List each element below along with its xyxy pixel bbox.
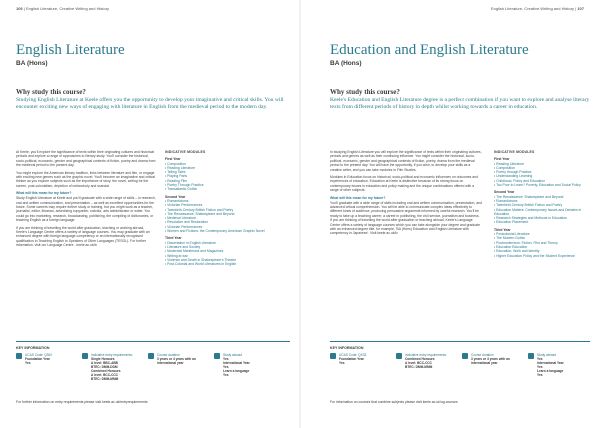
module-item: • Education Education [494, 244, 528, 249]
modules-column [165, 150, 285, 266]
key-info-item [462, 353, 516, 365]
module-item: • Twentieth-Century British Fiction and Poetry [165, 207, 234, 212]
module-item: • Education Matters: Contemporary Issues and Debates in Education [494, 207, 582, 216]
key-info-item [82, 353, 136, 381]
key-info-value: International Year [537, 361, 564, 365]
section-name: English Literature, Creative Writing and History [25, 6, 110, 11]
info-icon [214, 353, 220, 359]
module-item: • Understanding Learning [494, 174, 533, 179]
key-info-value: BTEC: DMM-MMM [405, 365, 433, 369]
key-info-value: A level: BBC-ABB [91, 361, 118, 365]
body-paragraph: You might explore the American literary tradition, links between literature and film, or engage with exciting new genres such as the graphic novel. You'll become an imaginative and critical thinker as you explore subjects such as the importance of story, the novel, writing for the screen, post-colonialism, depiction of melancholy and scandal. [16, 170, 155, 188]
year-label: First Year [165, 157, 181, 162]
course-title: English Literature [16, 42, 125, 58]
key-info-value: Foundation Year [25, 357, 50, 361]
key-info-value: Yes [223, 373, 229, 377]
module-item: • Transatlantic Gothic [165, 187, 198, 192]
modules-heading: INDICATIVE MODULES [165, 150, 206, 154]
key-info-value: Yes [537, 357, 543, 361]
module-list [494, 195, 594, 225]
key-info-label: UCAS Code: QX33 [339, 353, 367, 357]
right-page [300, 0, 600, 428]
module-item: • Victorian Performances [165, 203, 203, 208]
key-info-grid [16, 353, 290, 399]
main-text-column [330, 150, 482, 239]
key-info-label: Study abroad [537, 353, 556, 357]
module-item: • Post-Colonial and World Literatures in English [165, 262, 237, 267]
info-icon [148, 353, 154, 359]
page-number: 107 [577, 6, 584, 11]
module-item: • Higher Education Policy and the Student Experience [494, 253, 575, 258]
module-item: • Dissertation in English Literature [165, 240, 216, 245]
body-paragraph: In studying English Literature you will explore the significance of texts within their originating cultures, periods and genres as well as their continuing influence. You might consider the historical, socio-political, economic, gender and geographical contexts of fiction, poetry, drama from the medieval period to the present day. You will have the opportunity, if you wish, to develop your skills as a creative writer, and you can take modules in Film Studies. [330, 150, 482, 172]
why-study-intro: Keele's Education and English Literature degree is a perfect combination if you want to explore and analyse literary texts from different periods of history in depth whilst working towards a career in education. [330, 97, 590, 110]
info-icon [330, 353, 336, 359]
module-list [165, 199, 285, 233]
key-info-value: Learn a language [223, 369, 250, 373]
footer-note: For information on courses that combine subjects please visit keele.ac.uk/ug-courses [330, 400, 458, 404]
module-list [494, 232, 594, 258]
module-item: • Modernist Manifestos and Magazines [165, 249, 224, 254]
module-item: • Women and Fictions: the Contemporary American Graphic Novel [165, 229, 265, 234]
future-heading: What will this mean for my future? [330, 195, 386, 200]
module-item: • Research Strategies and Methods in Education [494, 216, 567, 221]
key-info-value: BTEC: DMM-DDM [91, 365, 118, 369]
header-separator: | [575, 6, 578, 11]
key-info-label: Indicative entry requirements: [91, 353, 133, 357]
info-icon [528, 353, 534, 359]
key-info-item [16, 353, 70, 365]
key-info-value: Combined Honours [405, 357, 435, 361]
page-number: 106 [16, 6, 23, 11]
module-item: • Education Placement [494, 220, 529, 225]
running-header [16, 6, 109, 11]
body-paragraph: If you are thinking of travelling the world after graduation, teaching or working abroad, Keele's Language Centre offers a variety of language courses. You may graduate with an enhanced degree with foreign language competency or an internationally recognised qualification in Teaching English to Speakers of Other Languages (TESOL). For further information, visit our Language Centre - keele.ac.uk/lc [16, 225, 150, 248]
module-item: • Too Poor to Learn? Poverty, Education and Social Policy [494, 183, 581, 188]
module-item: • Poetry through Practice [494, 170, 532, 175]
modules-heading: INDICATIVE MODULES [494, 150, 535, 154]
key-info-value: Yes [537, 373, 543, 377]
module-list [494, 162, 594, 188]
module-item: • The Renaissance: Shakespeare and Beyond [165, 211, 235, 216]
year-label: Third Year [165, 236, 182, 241]
year-label: Second Year [494, 190, 515, 195]
module-item: • Composition [494, 165, 515, 170]
module-item: • Violence and Death in Shakespeare's Theatre [165, 257, 237, 262]
key-info-label: Study abroad [223, 353, 242, 357]
info-icon [82, 353, 88, 359]
key-info-value: Yes [25, 361, 31, 365]
future-heading: What will this mean for my future? [16, 191, 72, 196]
key-info-item [528, 353, 582, 377]
award: BA (Hons) [330, 60, 362, 67]
module-item: • Playing Parts [165, 174, 188, 179]
key-info-value: Combined Honours [91, 369, 121, 373]
section-name: English Literature, Creative Writing and History [490, 6, 575, 11]
key-info-label: Indicative entry requirements: [405, 353, 447, 357]
key-info-item [330, 353, 384, 365]
module-item: • Literature and Society [165, 244, 201, 249]
module-item: • Postcolonial Literature [494, 232, 530, 237]
info-icon [462, 353, 468, 359]
key-info-item [396, 353, 450, 369]
module-item: • Writing at war [165, 253, 188, 258]
key-info-item [214, 353, 268, 377]
module-item: • Medieval Literature [165, 216, 196, 221]
module-item: • Victorian Performances [165, 224, 203, 229]
key-info-label: UCAS Code: Q300 [25, 353, 52, 357]
body-paragraph: Study English Literature at Keele and you'll graduate with a wide range of skills – in research, oral and written communication, and presentation – as well as excellent opportunities for the future. Some careers may require further study or training, but you might work as a teacher, journalist, editor, librarian, advertising copywriter, solicitor, arts administrator or writer. You could go into marketing, research, broadcasting, publishing, the compiling of dictionaries, or teaching English as a foreign language. [16, 196, 156, 223]
key-info-value: 3 years or 4 years with an international year [157, 357, 196, 365]
module-item: • Reading Literature [494, 161, 525, 166]
module-item: • Romanticisms [494, 198, 518, 203]
year-label: Second Year [165, 194, 186, 199]
year-label: First Year [494, 157, 510, 162]
why-study-intro: Studying English Literature at Keele offers you the opportunity to develop your imaginative and critical skills. You will encounter exciting new ways of engaging with literature in English from the medieval period to the modern day. [16, 97, 284, 110]
body-paragraph: At Keele, you'll explore the significance of texts within their originating cultures and historical periods and explore a range of approaches to literary study. You'll consider the historical, socio-political, economic, gender and geographical contexts of fiction, poetry and drama from the medieval period to the present day. [16, 150, 156, 168]
key-info-value: Single Honours [91, 357, 115, 361]
module-item: • Twentieth-Century British Fiction and Poetry [494, 203, 563, 208]
key-info-grid [330, 353, 590, 399]
module-item: • Composition [165, 161, 186, 166]
key-info-value: 3 years or 4 years with an international year [471, 357, 510, 365]
key-info-value: A level: BCC-CCC [91, 373, 118, 377]
year-label: Third Year [494, 227, 511, 232]
course-title: Education and English Literature [330, 42, 529, 58]
module-item: • Reading Film [165, 178, 188, 183]
key-info-value: Yes [537, 365, 543, 369]
main-text-column [16, 150, 156, 251]
key-info-value: Foundation Year [339, 357, 364, 361]
module-item: • Romanticisms [165, 198, 189, 203]
why-study-heading: Why study this course? [330, 88, 400, 96]
key-info-value: Learn a language [537, 369, 564, 373]
info-icon [16, 353, 22, 359]
module-item: • Postmodernism: Fiction, Film and Theory [494, 240, 558, 245]
header-separator: | [23, 6, 26, 11]
key-info-value: International Year [223, 361, 250, 365]
module-item: • Revolution and Restoration [165, 220, 209, 225]
why-study-heading: Why study this course? [16, 88, 86, 96]
key-info-heading: KEY INFORMATION [16, 346, 50, 350]
body-paragraph: Modules in Education focus on historical, socio-political and economic influences on outcomes and experiences of education. Education at Keele is distinctive because of its strong focus on contemporary issues in education and policy making and the unique combinations offered with a range of other subjects. [330, 175, 478, 193]
body-paragraph: You'll graduate with a wide range of skills including oral and written communication, presentation, and advanced critical comprehension. You will be able to communicate complex ideas effectively to different kinds of audience, producing persuasive arguments informed by careful research. You'll be ready to take up a teaching career, a career in publishing, the civil service, journalism and business. If you are thinking of travelling the world after graduation or teaching abroad, Keele's Language Centre offers a variety of language courses which you can take alongside your degree and graduate with an enhanced degree title, for example, 'BA (Hons) Education and English Literature with competency in Japanese'. Visit keele.ac.uk/lc [330, 200, 482, 236]
module-item: • Telling Tales [165, 170, 186, 175]
key-info-item [148, 353, 202, 365]
module-item: • The Renaissance: Shakespeare and Beyond [494, 194, 564, 199]
key-info-label: Course duration [157, 353, 180, 357]
key-info-value: A level: BCC-CCC [405, 361, 432, 365]
module-item: • Reading Literature [165, 165, 196, 170]
key-information [330, 341, 590, 399]
module-list [165, 162, 285, 192]
award: BA (Hons) [16, 60, 48, 67]
module-item: • Poetry Through Practice [165, 183, 204, 188]
running-header [491, 6, 584, 11]
key-info-value: BTEC: DMM-MMM [91, 377, 119, 381]
module-item: • Education, Work and Identity [494, 249, 540, 254]
module-item: • Childhood, Policy and Education [494, 178, 545, 183]
footer-note: For further information on entry requirements please visit keele.ac.uk/entryrequirements [16, 400, 148, 404]
key-info-value: Yes [339, 361, 345, 365]
modules-column [494, 150, 594, 258]
module-list [165, 241, 285, 267]
key-info-heading: KEY INFORMATION [330, 346, 364, 350]
key-information [16, 341, 290, 399]
key-info-value: Yes [223, 357, 229, 361]
module-item: • The Modern Gothic [494, 236, 526, 241]
info-icon [396, 353, 402, 359]
key-info-label: Course duration [471, 353, 494, 357]
key-info-value: Yes [223, 365, 229, 369]
